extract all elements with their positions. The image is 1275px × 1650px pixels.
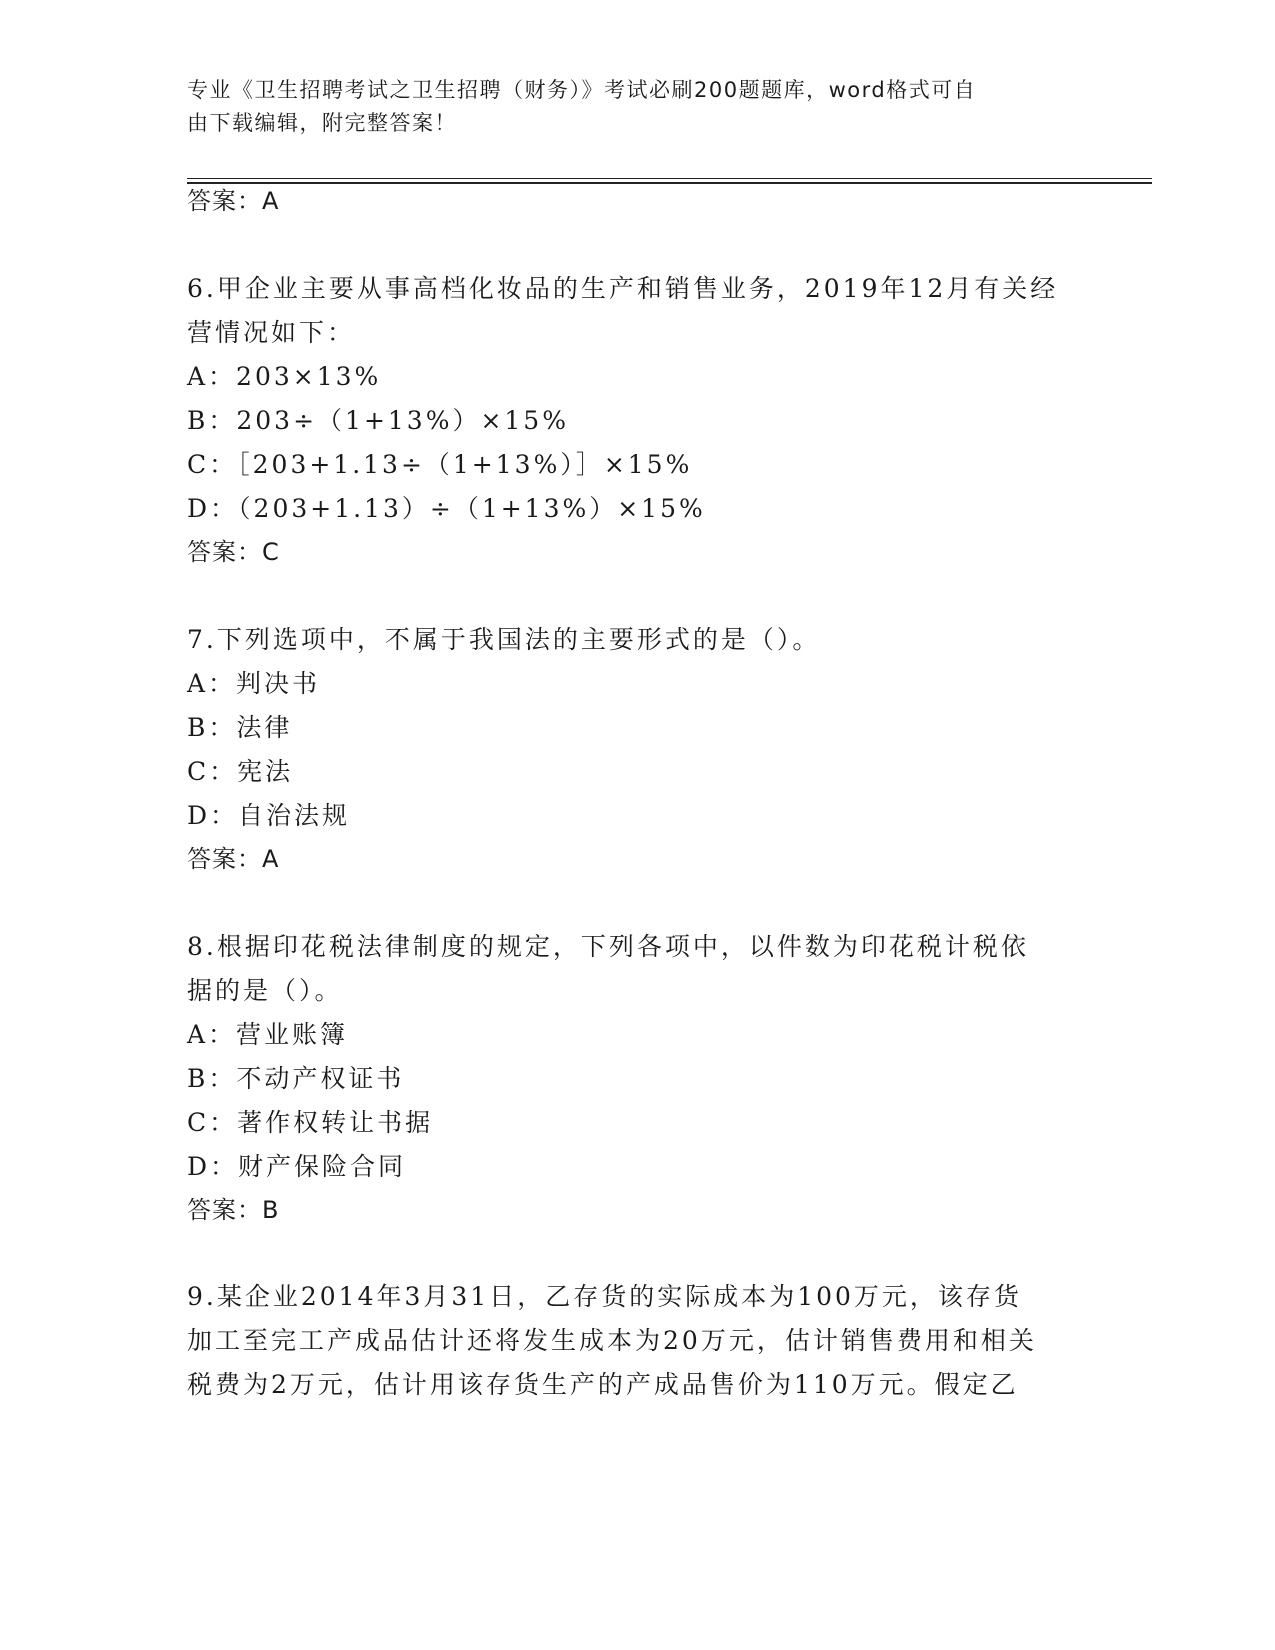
header-divider-top	[187, 178, 1152, 179]
question-9-stem-line-3: 税费为2万元，估计用该存货生产的产成品售价为110万元。假定乙	[187, 1370, 1019, 1399]
question-8-option-b: B：不动产权证书	[187, 1064, 405, 1093]
question-8-stem-line-2: 据的是（）。	[187, 976, 343, 1005]
question-8-answer: 答案：B	[187, 1196, 280, 1224]
question-9-stem-line-1: 9.某企业2014年3月31日，乙存货的实际成本为100万元，该存货	[187, 1282, 1022, 1311]
question-7-option-d: D：自治法规	[187, 801, 351, 830]
question-8-option-c: C：著作权转让书据	[187, 1108, 434, 1137]
page-header	[187, 74, 1067, 140]
question-8-option-d: D：财产保险合同	[187, 1152, 407, 1181]
question-7-option-b: B：法律	[187, 713, 293, 742]
question-8-option-a: A：营业账簿	[187, 1020, 349, 1049]
question-6-answer: 答案：C	[187, 538, 280, 566]
question-6-stem-line-1: 6.甲企业主要从事高档化妆品的生产和销售业务，2019年12月有关经	[187, 274, 1059, 303]
question-7-option-c: C：宪法	[187, 757, 294, 786]
question-6-option-d: D：（203+1.13）÷（1+13%）×15%	[187, 494, 706, 523]
previous-answer: 答案：A	[187, 187, 280, 215]
question-6-stem-line-2: 营情况如下：	[187, 318, 356, 347]
question-7-answer: 答案：A	[187, 845, 280, 873]
question-6-option-c: C：［203+1.13÷（1+13%）］×15%	[187, 450, 693, 479]
question-6-option-b: B：203÷（1+13%）×15%	[187, 406, 569, 435]
header-line-1: 专业《卫生招聘考试之卫生招聘（财务）》考试必刷200题题库，word格式可自	[187, 78, 977, 102]
question-7-option-a: A：判决书	[187, 669, 321, 698]
header-line-2: 由下载编辑，附完整答案！	[187, 111, 457, 135]
header-divider-bottom	[187, 182, 1152, 184]
question-9-stem-line-2: 加工至完工产成品估计还将发生成本为20万元，估计销售费用和相关	[187, 1326, 1037, 1355]
question-6-option-a: A：203×13%	[187, 362, 382, 391]
question-8-stem-line-1: 8.根据印花税法律制度的规定，下列各项中，以件数为印花税计税依	[187, 932, 1029, 961]
question-7-stem-line-1: 7.下列选项中，不属于我国法的主要形式的是（）。	[187, 625, 821, 654]
